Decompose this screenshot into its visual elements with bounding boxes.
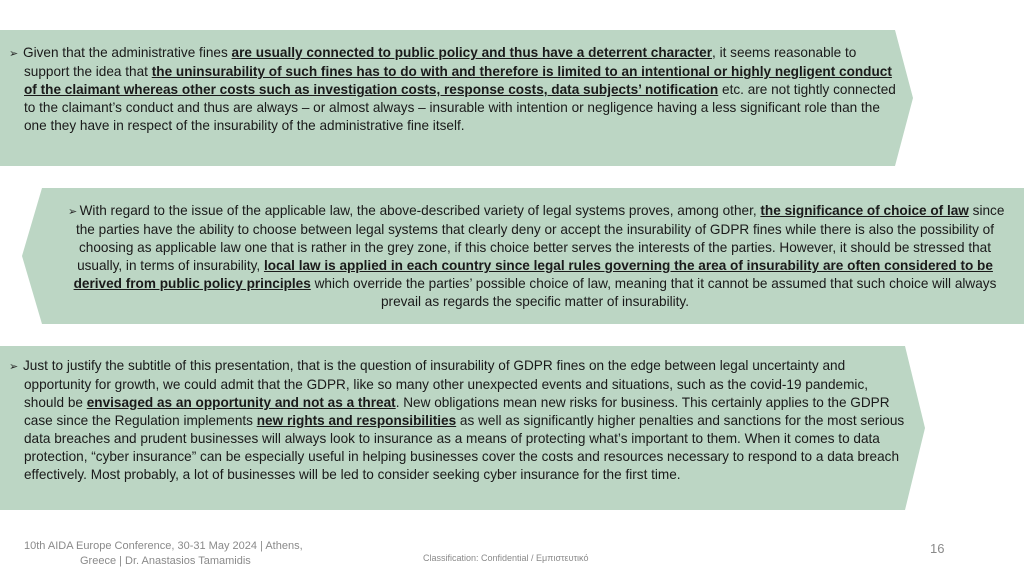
classification-label: Classification: Confidential / Εμπιστευτικό (423, 553, 589, 563)
arrow-bullet-icon: ➢ (67, 206, 78, 218)
page-number: 16 (930, 541, 945, 556)
footer-conference-info (24, 539, 344, 569)
paragraph-opportunity-growth: ➢ Just to justify the subtitle of this presentation, that is the question of insurability of GDPR fines on the edge between legal uncertainty and opportunity for growth, we could admit that the GDPR, like so many other unexpected events and situations, such as the covid-19 pandemic, should be envisaged as an opportunity and not as a threat. New obligations mean new risks for business. This certainly applies to the GDPR case since the Regulation implements new rights and responsibilities as well as significantly higher penalties and sanctions for the most serious data breaches and prudent businesses will always look to insurance as a means of protecting what’s important to them. When it comes to data protection, “cyber insurance” can be especially useful in helping businesses cover the costs and resources necessary to respond to a data breach effectively. Most probably, a lot of businesses will be led to consider seeking cyber insurance for the first time. (9, 358, 905, 482)
paragraph-applicable-law: ➢ With regard to the issue of the applicable law, the above-described variety of legal systems proves, among other, the significance of choice of law since the parties have the ability to choose between legal systems that clearly deny or accept the insurability of GDPR fines while there is also the possibility of choosing as applicable law one that is rather in the grey zone, if this choice better serves the interests of the parties. However, it should be stressed that usually, in terms of insurability, local law is applied in each country since legal rules governing the area of insurability are often considered to be derived from public policy principles which override the parties’ possible choice of law, meaning that it cannot be assumed that such choice will always prevail as regards the specific matter of insurability. (60, 202, 1010, 311)
footer-line-2: Greece | Dr. Anastasios Tamamidis (80, 555, 251, 567)
arrow-bullet-icon: ➢ (9, 361, 19, 373)
footer-line-1: 10th AIDA Europe Conference, 30-31 May 2024 | Athens, (24, 540, 303, 552)
arrow-bullet-icon: ➢ (9, 48, 19, 60)
paragraph-fines-deterrent: ➢ Given that the administrative fines are usually connected to public policy and thus have a deterrent character, it seems reasonable to support the idea that the uninsurability of such fines has to do with and therefore is limited to an intentional or highly negligent conduct of the claimant whereas other costs such as investigation costs, response costs, data subjects’ notification etc. are not tightly connected to the claimant’s conduct and thus are always – or almost always – insurable with intention or negligence having a less significant role than the one they have in respect of the insurability of the administrative fine itself. (9, 45, 896, 133)
